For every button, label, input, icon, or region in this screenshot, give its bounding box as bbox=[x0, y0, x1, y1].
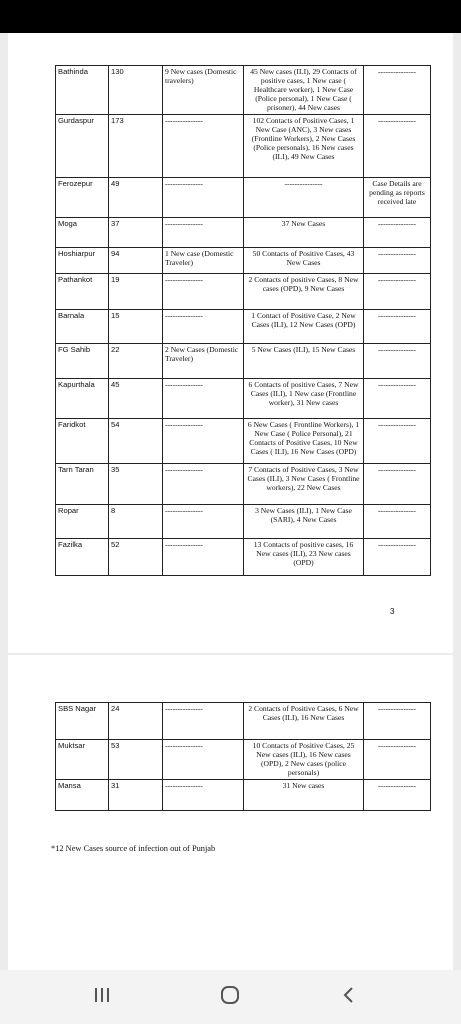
count-cell: 53 bbox=[109, 740, 163, 780]
remarks-cell: --------------- bbox=[364, 740, 431, 780]
table-row bbox=[56, 464, 431, 505]
district-cases-table bbox=[55, 65, 431, 576]
district-cell: SBS Nagar bbox=[56, 703, 109, 740]
table-row bbox=[56, 66, 431, 115]
remarks-cell: --------------- bbox=[364, 505, 431, 539]
table-row bbox=[56, 419, 431, 464]
remarks-cell: --------------- bbox=[364, 344, 431, 379]
count-cell: 173 bbox=[109, 115, 163, 178]
district-cell: Pathankot bbox=[56, 274, 109, 310]
count-cell: 31 bbox=[109, 780, 163, 811]
count-cell: 94 bbox=[109, 248, 163, 274]
table-row bbox=[56, 218, 431, 248]
document-page-2 bbox=[8, 655, 453, 970]
travel-cell: --------------- bbox=[163, 780, 244, 811]
navigation-bar bbox=[0, 970, 461, 1024]
travel-cell: 9 New cases (Domestic travelers) bbox=[163, 66, 244, 115]
remarks-cell: --------------- bbox=[364, 419, 431, 464]
count-cell: 37 bbox=[109, 218, 163, 248]
contacts-cell: 10 Contacts of Positive Cases, 25 New cases (ILI), 16 New cases (OPD), 2 New cases (police personals) bbox=[244, 740, 364, 780]
remarks-cell: Case Details are pending as reports received late bbox=[364, 178, 431, 218]
remarks-cell: --------------- bbox=[364, 218, 431, 248]
remarks-cell: --------------- bbox=[364, 115, 431, 178]
count-cell: 15 bbox=[109, 310, 163, 344]
document-viewer[interactable] bbox=[0, 33, 461, 970]
contacts-cell: 3 New Cases (ILI), 1 New Case (SARI), 4 New Cases bbox=[244, 505, 364, 539]
page-number: 3 bbox=[390, 607, 395, 616]
contacts-cell: 31 New cases bbox=[244, 780, 364, 811]
table-row bbox=[56, 115, 431, 178]
count-cell: 19 bbox=[109, 274, 163, 310]
travel-cell: --------------- bbox=[163, 310, 244, 344]
contacts-cell: 6 Contacts of positive Cases, 7 New Cases (ILI), 1 New case (Frontline worker), 31 New cases bbox=[244, 379, 364, 419]
travel-cell: --------------- bbox=[163, 505, 244, 539]
contacts-cell: 2 Contacts of Positive Cases, 6 New Cases (ILI), 16 New Cases bbox=[244, 703, 364, 740]
count-cell: 45 bbox=[109, 379, 163, 419]
remarks-cell: --------------- bbox=[364, 703, 431, 740]
back-icon bbox=[339, 985, 359, 1010]
count-cell: 52 bbox=[109, 539, 163, 576]
home-icon bbox=[219, 984, 241, 1011]
district-cell: Fazilka bbox=[56, 539, 109, 576]
travel-cell: --------------- bbox=[163, 379, 244, 419]
remarks-cell: --------------- bbox=[364, 310, 431, 344]
contacts-cell: --------------- bbox=[244, 178, 364, 218]
contacts-cell: 5 New Cases (ILI), 15 New Cases bbox=[244, 344, 364, 379]
remarks-cell: --------------- bbox=[364, 379, 431, 419]
table-row bbox=[56, 248, 431, 274]
remarks-cell: --------------- bbox=[364, 248, 431, 274]
travel-cell: --------------- bbox=[163, 419, 244, 464]
travel-cell: --------------- bbox=[163, 539, 244, 576]
contacts-cell: 1 Contact of Positive Case, 2 New Cases (ILI), 12 New Cases (OPD) bbox=[244, 310, 364, 344]
table-row bbox=[56, 780, 431, 811]
remarks-cell: --------------- bbox=[364, 66, 431, 115]
district-cell: Muktsar bbox=[56, 740, 109, 780]
remarks-cell: --------------- bbox=[364, 780, 431, 811]
table-row bbox=[56, 539, 431, 576]
travel-cell: --------------- bbox=[163, 703, 244, 740]
count-cell: 35 bbox=[109, 464, 163, 505]
contacts-cell: 50 Contacts of Positive Cases, 43 New Cases bbox=[244, 248, 364, 274]
contacts-cell: 2 Contacts of positive Cases, 8 New cases (OPD), 9 New Cases bbox=[244, 274, 364, 310]
recents-button[interactable] bbox=[62, 970, 142, 1024]
home-button[interactable] bbox=[190, 970, 270, 1024]
document-page-1 bbox=[8, 33, 453, 653]
count-cell: 8 bbox=[109, 505, 163, 539]
contacts-cell: 45 New cases (ILI), 29 Contacts of positive cases, 1 New case ( Healthcare worker), 1 New Case (Police personal), 1 New Case ( prisoner), 44 New cases bbox=[244, 66, 364, 115]
travel-cell: --------------- bbox=[163, 178, 244, 218]
travel-cell: 1 New case (Domestic Traveler) bbox=[163, 248, 244, 274]
status-bar bbox=[0, 0, 461, 33]
district-cases-table-continued bbox=[55, 702, 431, 811]
district-cell: FG Sahib bbox=[56, 344, 109, 379]
table-row bbox=[56, 703, 431, 740]
district-cell: Bathinda bbox=[56, 66, 109, 115]
remarks-cell: --------------- bbox=[364, 539, 431, 576]
contacts-cell: 7 Contacts of Positive Cases, 3 New Cases (ILI), 3 New Cases ( Frontline workers), 22 New Cases bbox=[244, 464, 364, 505]
count-cell: 24 bbox=[109, 703, 163, 740]
travel-cell: --------------- bbox=[163, 274, 244, 310]
remarks-cell: --------------- bbox=[364, 274, 431, 310]
count-cell: 54 bbox=[109, 419, 163, 464]
table-row bbox=[56, 274, 431, 310]
travel-cell: 2 New Cases (Domestic Traveler) bbox=[163, 344, 244, 379]
district-cell: Ferozepur bbox=[56, 178, 109, 218]
district-cell: Mansa bbox=[56, 780, 109, 811]
district-cell: Moga bbox=[56, 218, 109, 248]
back-button[interactable] bbox=[309, 970, 389, 1024]
contacts-cell: 37 New Cases bbox=[244, 218, 364, 248]
district-cell: Gurdaspur bbox=[56, 115, 109, 178]
district-cell: Kapurthala bbox=[56, 379, 109, 419]
table-row bbox=[56, 344, 431, 379]
travel-cell: --------------- bbox=[163, 464, 244, 505]
table-row bbox=[56, 740, 431, 780]
table-row bbox=[56, 310, 431, 344]
contacts-cell: 102 Contacts of Positive Cases, 1 New Case (ANC), 3 New cases (Frontline Workers), 2 New Cases (Police personals), 16 New cases (ILI), 49 New Cases bbox=[244, 115, 364, 178]
district-cell: Barnala bbox=[56, 310, 109, 344]
district-cell: Faridkot bbox=[56, 419, 109, 464]
contacts-cell: 13 Contacts of positive cases, 16 New cases (ILI), 23 New cases (OPD) bbox=[244, 539, 364, 576]
count-cell: 49 bbox=[109, 178, 163, 218]
travel-cell: --------------- bbox=[163, 740, 244, 780]
district-cell: Tarn Taran bbox=[56, 464, 109, 505]
contacts-cell: 6 New Cases ( Frontline Workers), 1 New Case ( Police Personal), 21 Contacts of Positive Cases, 10 New Cases ( ILI), 16 New Cases (OPD) bbox=[244, 419, 364, 464]
count-cell: 130 bbox=[109, 66, 163, 115]
count-cell: 22 bbox=[109, 344, 163, 379]
travel-cell: --------------- bbox=[163, 115, 244, 178]
travel-cell: --------------- bbox=[163, 218, 244, 248]
district-cell: Hoshiarpur bbox=[56, 248, 109, 274]
footnote: *12 New Cases source of infection out of Punjab bbox=[51, 844, 216, 853]
table-row bbox=[56, 379, 431, 419]
table-row bbox=[56, 178, 431, 218]
district-cell: Ropar bbox=[56, 505, 109, 539]
recents-icon bbox=[92, 985, 112, 1010]
table-row bbox=[56, 505, 431, 539]
remarks-cell: --------------- bbox=[364, 464, 431, 505]
